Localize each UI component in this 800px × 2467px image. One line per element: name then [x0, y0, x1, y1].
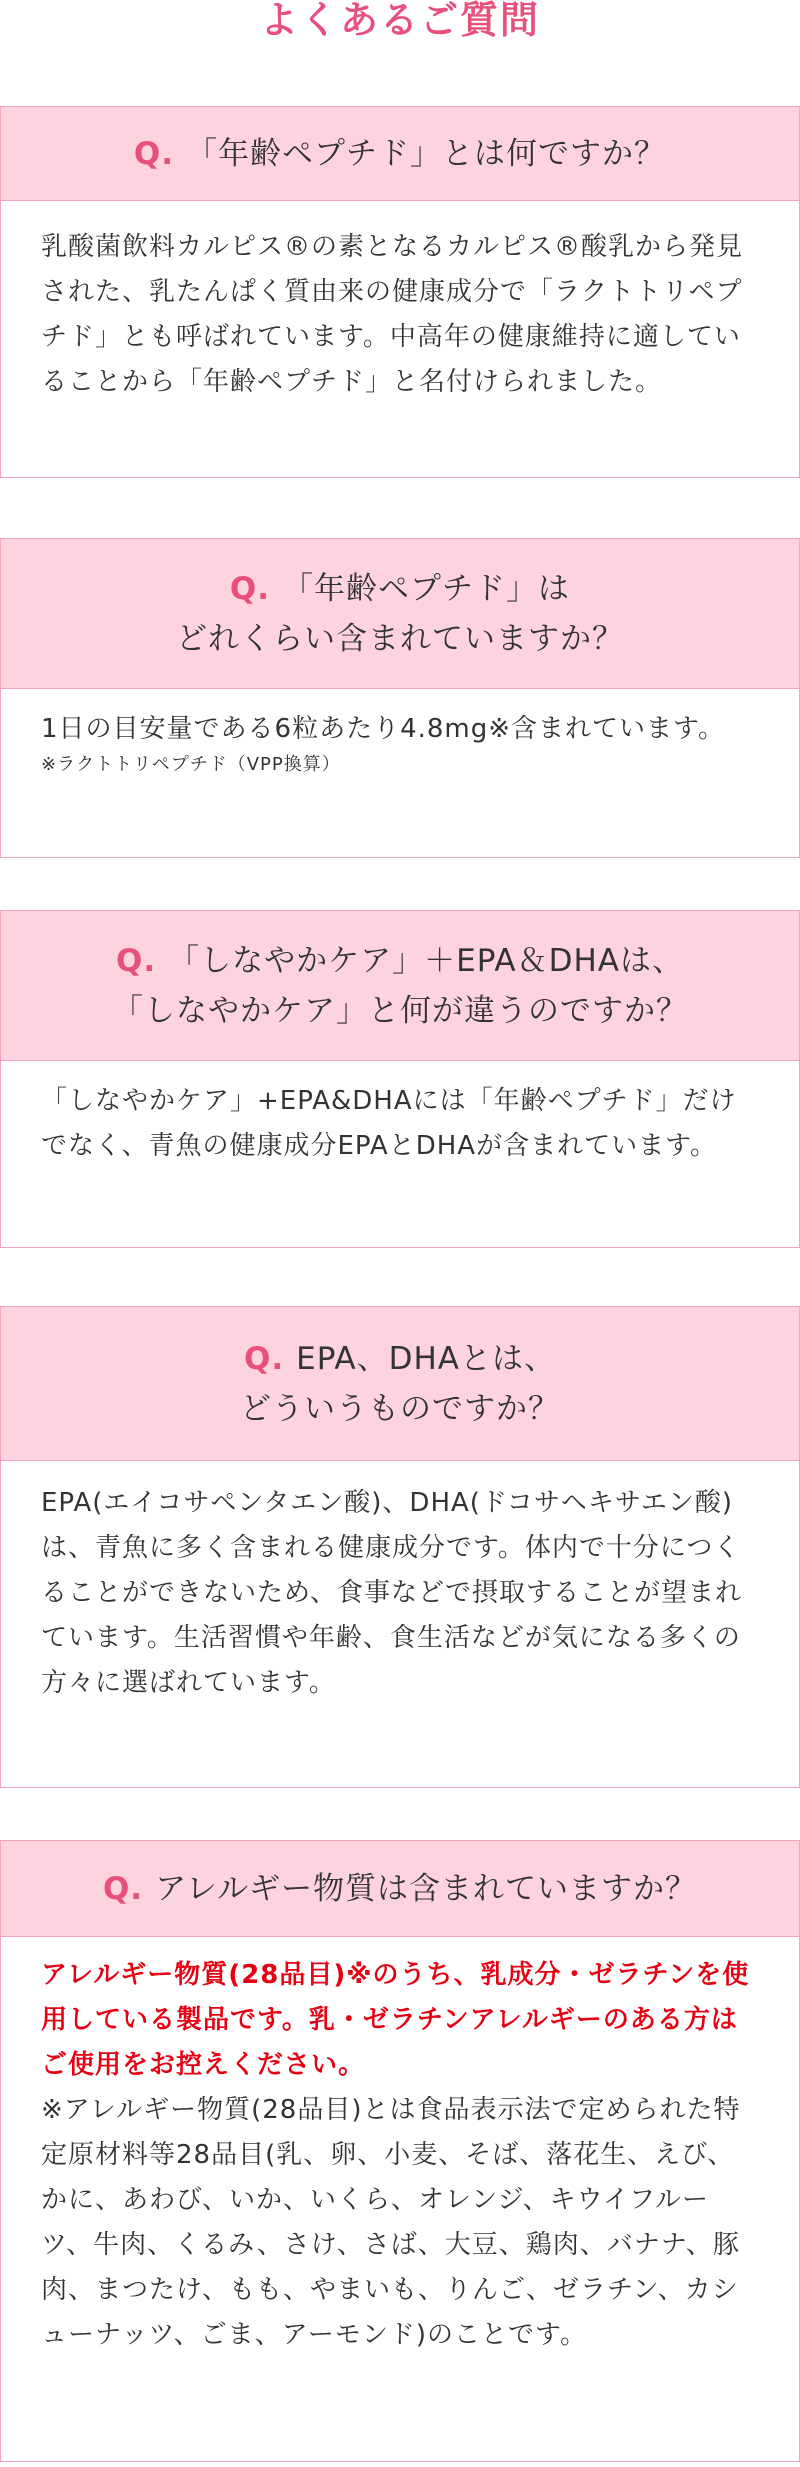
faq-question: [1, 911, 799, 1061]
faq-item: [0, 1306, 800, 1788]
question-text: 「年齢ペプチド」とは何ですか？: [186, 135, 667, 172]
faq-item: [0, 910, 800, 1248]
faq-answer: [1, 689, 799, 778]
faq-answer: 「しなやかケア」+EPA&DHAには「年齢ペプチド」だけでなく、青魚の健康成分EPAとDHAが含まれています。: [41, 1086, 737, 1161]
q-mark: Q.: [102, 1870, 144, 1907]
faq-answer: 乳酸菌飲料カルピス®の素となるカルピス®酸乳から発見された、乳たんぱく質由来の健康成分で「ラクトトリペプチド」とも呼ばれています。中高年の健康維持に適していることから「年齢ペプチド」と名付けられました。: [41, 232, 744, 397]
q-mark: Q.: [243, 1340, 285, 1377]
faq-question: [1, 1841, 799, 1937]
faq-question: [1, 107, 799, 201]
question-text-line1: 「しなやかケア」＋EPA＆DHAは、: [168, 942, 685, 979]
question-text-line1: EPA、DHAとは、: [296, 1340, 557, 1377]
answer-warning: アレルギー物質(28品目)※のうち、乳成分・ゼラチンを使用している製品です。乳・ゼラチンアレルギーのある方はご使用をお控えください。: [41, 1960, 750, 2080]
question-text-line2: どういうものですか？: [240, 1390, 560, 1427]
question-text: アレルギー物質は含まれていますか？: [155, 1870, 698, 1907]
faq-answer: EPA(エイコサペンタエン酸)、DHA(ドコサヘキサエン酸)は、青魚に多く含まれる健康成分です。体内で十分につくることができないため、食事などで摂取することが望まれています。生活習慣や年齢、食生活などが気になる多くの方々に選ばれています。: [41, 1488, 742, 1698]
faq-question: [1, 1307, 799, 1461]
q-mark: Q.: [133, 135, 175, 172]
answer-note: ※ラクトトリペプチド（VPP換算）: [41, 754, 341, 775]
q-mark: Q.: [115, 942, 157, 979]
faq-answer: [1, 1937, 799, 2358]
faq-item: [0, 538, 800, 858]
question-text-line2: どれくらい含まれていますか？: [176, 620, 624, 657]
question-text-line2: 「しなやかケア」と何が違うのですか？: [112, 992, 688, 1029]
faq-question: [1, 539, 799, 689]
answer-text: 1日の目安量である6粒あたり4.8mg※含まれています。: [41, 714, 725, 744]
faq-item: [0, 106, 800, 478]
question-text-line1: 「年齢ペプチド」は: [282, 570, 571, 607]
answer-text: ※アレルギー物質(28品目)とは食品表示法で定められた特定原材料等28品目(乳、卵、小麦、そば、落花生、えび、かに、あわび、いか、いくら、オレンジ、キウイフルーツ、牛肉、くるみ、さけ、さば、大豆、鶏肉、バナナ、豚肉、まつたけ、もも、やまいも、りんご、ゼラチン、カシューナッツ、ごま、アーモンド)のことです。: [41, 2095, 741, 2350]
q-mark: Q.: [229, 570, 271, 607]
page-title: よくあるご質問: [259, 0, 540, 42]
faq-item: [0, 1840, 800, 2462]
